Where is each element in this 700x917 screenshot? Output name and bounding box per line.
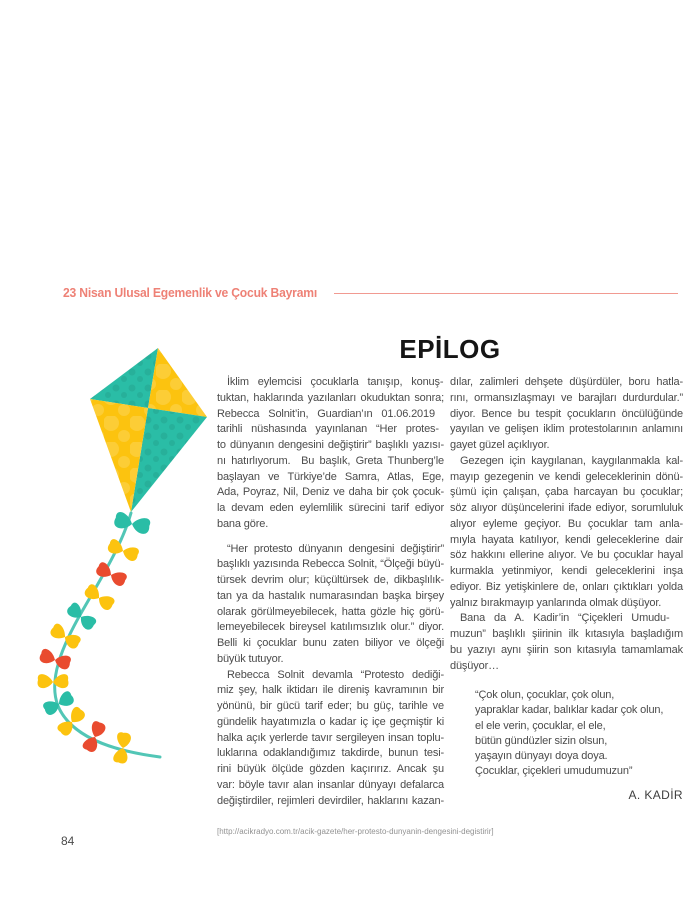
tail-bow-red (38, 648, 72, 671)
poem-quote (450, 688, 683, 779)
text-line: ediyor. Biz yetişkinlere de, onları çıktıkları yolda (450, 580, 683, 593)
text-line: la devam eden eylemlilik sürecini tarif ediyor (217, 502, 444, 514)
text-line: Ada, Poyraz, Nil, Deniz ve daha bir çok çocuk- (217, 486, 444, 499)
kite-tail-bows (38, 511, 152, 764)
text-line: rini büyük ölçüde gözden kaçırırız. Ancak şu (217, 763, 444, 775)
text-line: şümü için çalışan, çaba harcayan bu çocuklar; (450, 486, 683, 499)
text-line: lemeyebilecek bireysel katılımsızlık olur.” diyor. (217, 621, 444, 634)
text-line: başlayan ve Türkiye’de Samra, Atlas, Ege, (217, 470, 444, 483)
text-line: başlıklı yazısında Rebecca Solnit, “Ölçeği büyü- (217, 558, 444, 571)
tail-bow-yellow (38, 674, 69, 688)
text-line: bana göre. (217, 517, 269, 530)
text-line: düşüyor… (450, 659, 499, 672)
poem-line: yapraklar kadar, balıklar kadar çok olun, (475, 704, 664, 717)
page-number: 84 (61, 834, 75, 848)
text-line: Belli ki çocuklar bunu zaten biliyor ve ölçeği (217, 637, 444, 649)
text-line: luklarına odaklandığımız takdirde, bunun tesi- (217, 747, 444, 760)
section-header (63, 286, 678, 300)
paragraph (450, 611, 683, 674)
poem-attribution: A. KADİR (628, 788, 683, 803)
paragraph (217, 375, 444, 533)
text-line: var: böyle tavır alan insanlar dünyayı defalarca (217, 778, 444, 791)
text-line: dılar, zalimleri dehşete düşürdüler, boru hatla- (450, 376, 683, 388)
source-url: [http://acikradyo.com.tr/acik-gazete/her-protesto-dunyanin-dengesini-degistirir] (217, 827, 494, 836)
text-line: halka açık yerlerde tavır sergileyen insan toplu- (217, 731, 444, 744)
tail-bow-teal (65, 601, 98, 632)
tail-bow-yellow (83, 583, 116, 612)
text-line: mıyla hayata katılıyor, kendi geleceklerine dair (450, 533, 683, 546)
text-line: yalnız bırakmayıp yanlarında olmak düşüyor. (450, 596, 662, 609)
text-line: to dünyanın dengesini değiştirir” başlıklı yazısı- (217, 439, 444, 451)
text-line: Bana da A. Kadir’in “Çiçekleri Umudu- (460, 612, 670, 625)
text-line: miz şey, halk iktidarı ile direniş kavramının bir (217, 684, 444, 697)
text-line: olarak görülmeyebilecek, hatta gözle hiç görü- (217, 605, 444, 618)
text-line: değiştirdiler, rejimleri devirdiler, haklarını kazan- (217, 794, 444, 807)
text-line: alıyor eyleme geçiyor. Bu çocuklar tam anla- (450, 517, 683, 530)
text-line: yönünü, bir gücü tarif eder; bu güç, tarihle ve (217, 700, 444, 712)
tail-bow-teal (113, 511, 151, 535)
section-title: 23 Nisan Ulusal Egemenlik ve Çocuk Bayramı (63, 286, 318, 300)
text-line: büyük tutuyor. (217, 652, 284, 665)
text-line: kurmakla yetinmiyor, kendi geleceklerini inşa (450, 565, 683, 577)
paragraph (450, 375, 683, 454)
text-line: bu yazıyı aynı şiirin son kıtasıyla tamamlamak (450, 643, 683, 656)
text-line: tan ya da hastalık numarasından başka birşey (217, 589, 444, 602)
text-line: tarihli nüshasında yayınlanan “Her protes- (217, 423, 439, 436)
text-line: söz hakkını ellerine alıyor. Ve bu çocuklar hayal (450, 549, 683, 562)
text-line: gündelik hayatımızla o kadar iç içe geçmiştir ki (217, 715, 444, 728)
poem-line: Çocuklar, çiçekleri umudumuzun” (475, 765, 633, 778)
text-line: İklim eylemcisi çocuklarla tanışıp, konuş- (227, 376, 444, 388)
poem-line: yaşayın dünyayı doya doya. (475, 750, 608, 763)
text-line: “Her protesto dünyanın dengesini değiştirir” (227, 542, 444, 555)
page-title: EPİLOG (399, 334, 501, 364)
text-line: diyor. Bence bu tespit çocukların öncülüğünde (450, 407, 683, 420)
text-column-2 (450, 375, 683, 804)
text-line: tuktan, haklarında yazılanları okuduktan sonra; (217, 391, 444, 404)
text-line: muzun” başlıklı şiirinin ilk kıtasıyla başladığım (450, 628, 683, 640)
text-line: Rebecca Solnit’in, Guardian’ın 01.06.2019 (217, 407, 435, 420)
paragraph (450, 454, 683, 612)
header-rule-line (334, 293, 678, 294)
text-line: gayet güzel açıklıyor. (450, 439, 550, 451)
text-column-1 (217, 375, 444, 809)
text-line: Gezegen için kaygılanan, kaygılanmakla kal- (460, 454, 683, 467)
kite-body (90, 348, 207, 512)
kite-tail-string (55, 513, 160, 757)
poem-line: bütün gündüzler sizin olsun, (475, 734, 608, 747)
text-line: Rebecca Solnit devamla “Protesto dediği- (227, 668, 444, 681)
poem-line: el ele verin, çocuklar, el ele, (475, 719, 606, 732)
text-line: nı hatırlıyorum. Bu başlık, Greta Thunberg’le (217, 454, 444, 467)
kite-illustration (25, 335, 225, 775)
text-line: türsek devrim olur; küçültürsek de, dikbaşlılık- (217, 574, 444, 586)
text-line: yayılan ve gelişen iklim protestolarının anlamını (450, 423, 683, 436)
text-line: mayıp gezegenin ve kendi geleceklerinin dönü- (450, 470, 683, 483)
paragraph (217, 668, 444, 810)
text-line: söz alıyor düşüncelerini ifade ediyor, sorumluluk (450, 502, 683, 514)
text-line: rını, ormansızlaşmayı ve barajları durdurdular.” (450, 391, 683, 404)
poem-line: “Çok olun, çocuklar, çok olun, (475, 689, 615, 702)
paragraph (217, 542, 444, 668)
column-2-paragraphs (450, 375, 683, 674)
